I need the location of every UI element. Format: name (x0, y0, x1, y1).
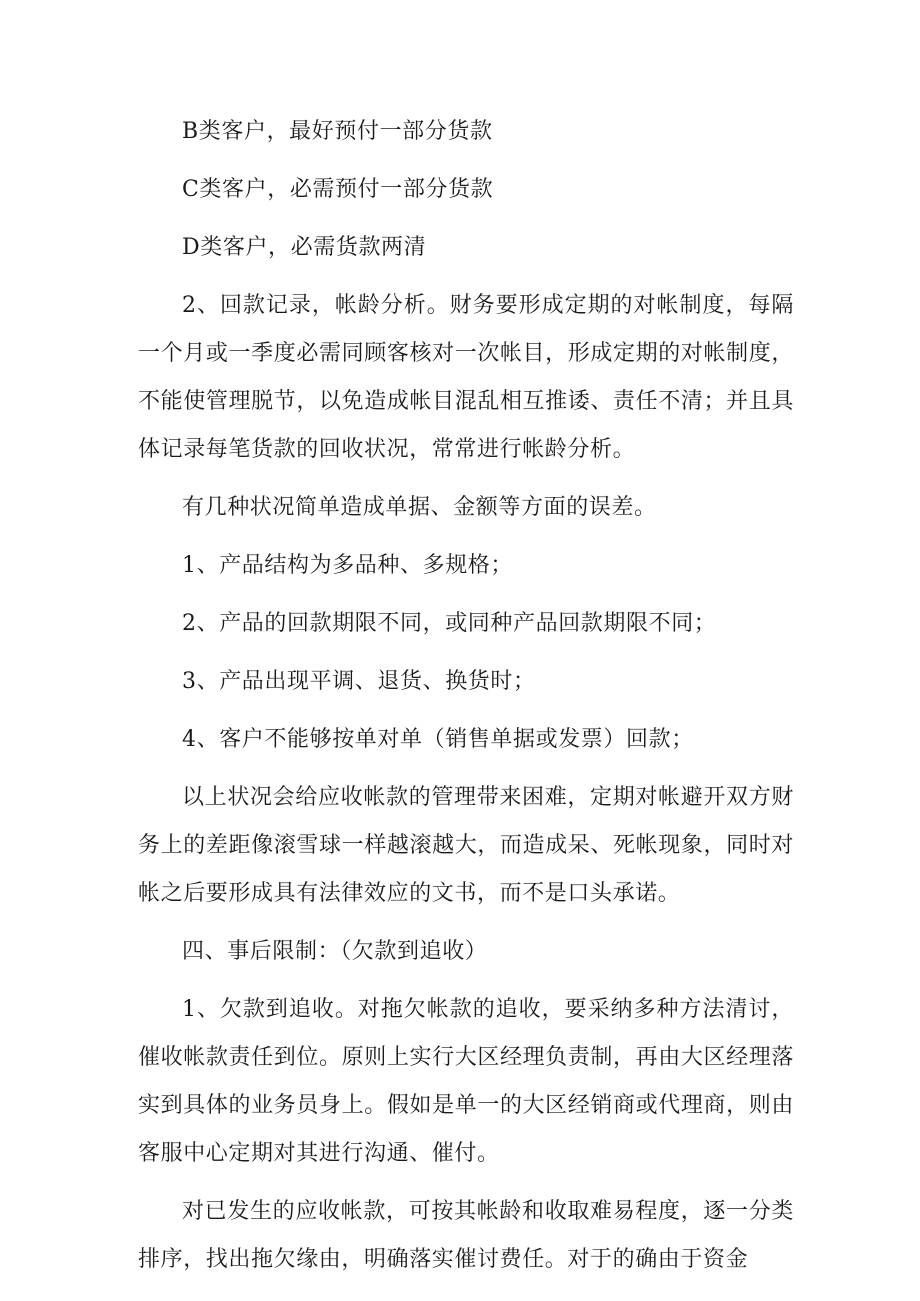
paragraph-receivables-classification: 对已发生的应收帐款，可按其帐龄和收取难易程度，逐一分类排序，找出拖欠缘由，明确落实催讨费任。对于的确由于资金 (138, 1199, 794, 1272)
section-heading-post-control: 四、事后限制：（欠款到追收） (182, 939, 488, 964)
document-body (138, 108, 794, 1294)
paragraph-item-2: 2、产品的回款期限不同，或同种产品回款期限不同； (182, 611, 717, 636)
paragraph-debt-collection: 1、欠款到追收。对拖欠帐款的追收，要采纳多种方法清讨，催收帐款责任到位。原则上实行大区经理负责制，再由大区经理落实到具体的业务员身上。假如是单一的大区经销商或代理商，则由客服中心定期对其进行沟通、催付。 (138, 997, 794, 1166)
paragraph-d-class-customer: D类客户，必需货款两清 (182, 235, 427, 260)
paragraph-reconciliation: 以上状况会给应收帐款的管理带来困难，定期对帐避开双方财务上的差距像滚雪球一样越滚越大，而造成呆、死帐现象，同时对帐之后要形成具有法律效应的文书，而不是口头承诺。 (138, 785, 794, 906)
paragraph-b-class-customer: B类客户，最好预付一部分货款 (182, 119, 493, 144)
paragraph-error-situations: 有几种状况简单造成单据、金额等方面的误差。 (182, 495, 657, 520)
paragraph-payment-record: 2、回款记录，帐龄分析。财务要形成定期的对帐制度，每隔一个月或一季度必需同顾客核对一次帐目，形成定期的对帐制度，不能使管理脱节，以免造成帐目混乱相互推诿、责任不清；并且具体记录每笔货款的回收状况，常常进行帐龄分析。 (138, 293, 794, 462)
paragraph-item-1: 1、产品结构为多品种、多规格； (182, 553, 513, 578)
paragraph-item-3: 3、产品出现平调、退货、换货时； (182, 669, 536, 694)
paragraph-c-class-customer: C类客户，必需预付一部分货款 (182, 177, 494, 202)
paragraph-item-4: 4、客户不能够按单对单（销售单据或发票）回款； (182, 727, 694, 752)
